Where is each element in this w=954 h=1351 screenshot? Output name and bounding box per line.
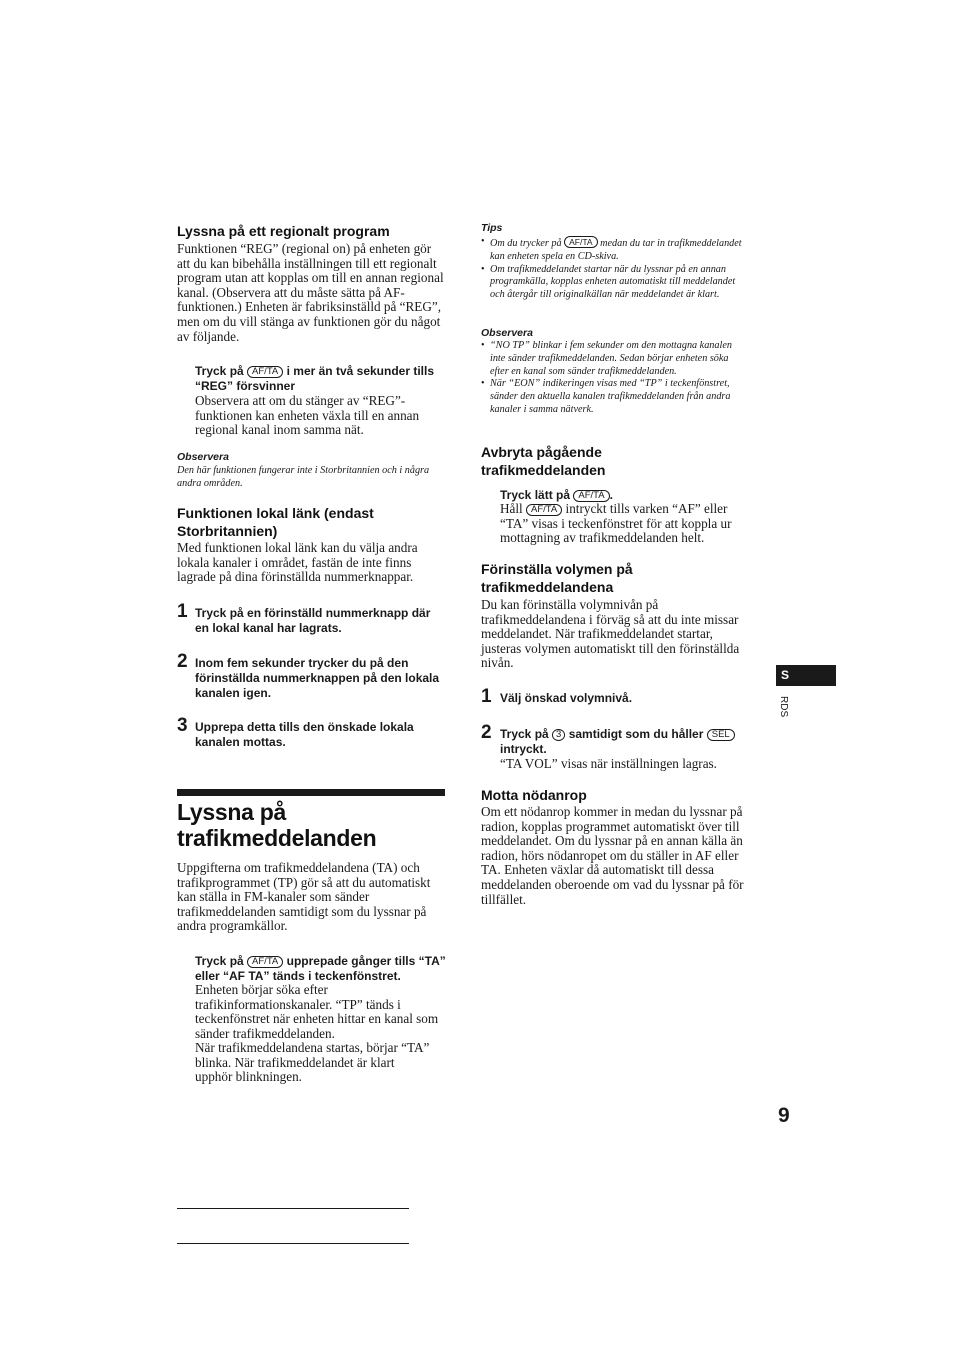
regional-step-note: Observera att om du stänger av “REG”-funktionen kan enheten växla till en annan regional kanal inom samma nät. <box>195 393 420 438</box>
sel-button-label: SEL <box>707 729 735 741</box>
cancel-heading: Avbryta pågående trafikmeddelanden <box>481 444 606 478</box>
preset-step-2-mid: samtidigt som du håller <box>568 727 704 741</box>
emergency-heading: Motta nödanrop <box>481 787 587 803</box>
cancel-note-pre: Håll <box>500 501 523 516</box>
emergency-text: Om ett nödanrop kommer in medan du lyssnar på radion, kopplas programmet automatiskt över till meddelandet. Om du lyssnar på en annan källa än radion, hörs nödanropet om du ställer in AF eller TA. Enheten växlar då automatiskt till dessa meddelanden oberoende om vad du lyssnar på för tillfället. <box>481 804 744 907</box>
af-ta-button-label: AF/TA <box>526 504 562 516</box>
step-number-1: 1 <box>481 686 492 707</box>
local-step-2: Inom fem sekunder trycker du på den förinställda nummerknappen på den lokala kanalen igen. <box>195 656 440 700</box>
footer-line-1 <box>177 1208 409 1209</box>
tips-list <box>481 236 746 302</box>
cancel-step-pre: Tryck lätt på <box>500 488 571 502</box>
cancel-note-post: intryckt tills varken “AF” eller “TA” visas i teckenfönstret för att koppla ur mottagning av trafikmeddelanden helt. <box>500 501 732 546</box>
cancel-step-post: . <box>609 488 613 502</box>
observe-heading: Observera <box>481 327 533 339</box>
step-number-3: 3 <box>177 715 188 736</box>
traffic-section-title: Lyssna på trafikmeddelanden <box>177 799 377 851</box>
tips-item-1-pre: Om du trycker på <box>490 238 562 249</box>
observe-item-2: • När “EON” indikeringen visas med “TP” i teckenfönstret, sänder den aktuella kanalen trafikmeddelanden från andra kanaler i samma nätverk. <box>481 378 743 416</box>
local-step-1: Tryck på en förinställd nummerknapp där en lokal kanal har lagrats. <box>195 606 431 635</box>
af-ta-button-label: AF/TA <box>247 366 283 378</box>
traffic-step-pre: Tryck på <box>195 954 244 968</box>
regional-step-pre: Tryck på <box>195 364 244 378</box>
traffic-step-note-2: När trafikmeddelandena startas, börjar “TA” blinka. När trafikmeddelandet är klart upphör blinkningen. <box>195 1040 430 1085</box>
traffic-step <box>195 954 450 984</box>
section-tab: S <box>776 665 836 686</box>
preset-step-1: Välj önskad volymnivå. <box>500 691 633 705</box>
tips-heading: Tips <box>481 222 503 234</box>
preset-step-2-note: “TA VOL” visas när inställningen lagras. <box>500 756 717 771</box>
preset-3-button-label: 3 <box>552 729 565 741</box>
traffic-intro: Uppgifterna om trafikmeddelandena (TA) och trafikprogrammet (TP) gör så att du automatiskt kan ställa in FM-kanaler som sänder trafikmeddelanden samtidigt som du lyssnar på andra programkällor. <box>177 860 431 934</box>
local-link-heading: Funktionen lokal länk (endast Storbritannien) <box>177 505 374 539</box>
footer-line-2 <box>177 1243 409 1244</box>
regional-intro: Funktionen “REG” (regional on) på enheten gör att du kan bibehålla inställningen till ett regionalt program utan att kopplas om till en annan regional kanal. (Observera att du måste sätta på AF-funktionen.) Enheten är fabriksinställd på “REG”, men om du vill stänga av funktionen gör du något av följande. <box>177 241 444 344</box>
preset-step-2 <box>500 727 750 757</box>
traffic-step-post: upprepade gånger tills “TA” eller “AF TA” tänds i teckenfönstret. <box>195 954 446 983</box>
cancel-note <box>500 502 752 546</box>
step-number-2: 2 <box>481 722 492 743</box>
step-number-1: 1 <box>177 601 188 622</box>
regional-observe-heading: Observera <box>177 451 229 463</box>
rds-vertical-label: RDS <box>778 696 789 718</box>
preset-heading: Förinställa volymen på trafikmeddelandena <box>481 561 633 595</box>
tips-item-1-post: medan du tar in trafikmeddelandet kan enheten spela en CD-skiva. <box>490 238 742 262</box>
step-number-2: 2 <box>177 651 188 672</box>
regional-step <box>195 364 445 394</box>
af-ta-button-label: AF/TA <box>564 236 597 248</box>
preset-step-2-post: intryckt. <box>500 742 547 756</box>
section-rule <box>177 789 445 796</box>
page-number: 9 <box>778 1104 790 1127</box>
local-link-intro: Med funktionen lokal länk kan du välja andra lokala kanaler i området, fastän de inte finns lagrade på dina förinställda nummerknappar. <box>177 540 418 585</box>
af-ta-button-label: AF/TA <box>247 956 283 968</box>
regional-observe-text: Den här funktionen fungerar inte i Storbritannien och i några andra områden. <box>177 465 430 489</box>
af-ta-button-label: AF/TA <box>573 490 609 502</box>
regional-heading: Lyssna på ett regionalt program <box>177 223 390 239</box>
regional-step-post: i mer än två sekunder tills “REG” försvinner <box>195 364 435 393</box>
observe-list <box>481 340 743 417</box>
local-step-3: Upprepa detta tills den önskade lokala kanalen mottas. <box>195 720 414 749</box>
preset-step-2-pre: Tryck på <box>500 727 549 741</box>
traffic-step-note-1: Enheten börjar söka efter trafikinformationskanaler. “TP” tänds i teckenfönstret när enheten hittar en kanal som sänder trafikmeddelanden. <box>195 982 439 1041</box>
preset-intro: Du kan förinställa volymnivån på trafikmeddelandena i förväg så att du inte missar meddelandet. När trafikmeddelandet startar, justeras volymen automatiskt till den förinställda nivån. <box>481 597 740 671</box>
tips-item-1 <box>481 236 746 264</box>
tips-item-2: • Om trafikmeddelandet startar när du lyssnar på en annan programkälla, kopplas enheten automatiskt till meddelandet och återgår till originalkällan när meddelandet är klart. <box>481 264 746 302</box>
observe-item-1: • “NO TP” blinkar i fem sekunder om den mottagna kanalen inte sänder trafikmeddelanden. Sedan börjar enheten söka efter en kanal som sänder trafikmeddelanden. <box>481 340 743 378</box>
